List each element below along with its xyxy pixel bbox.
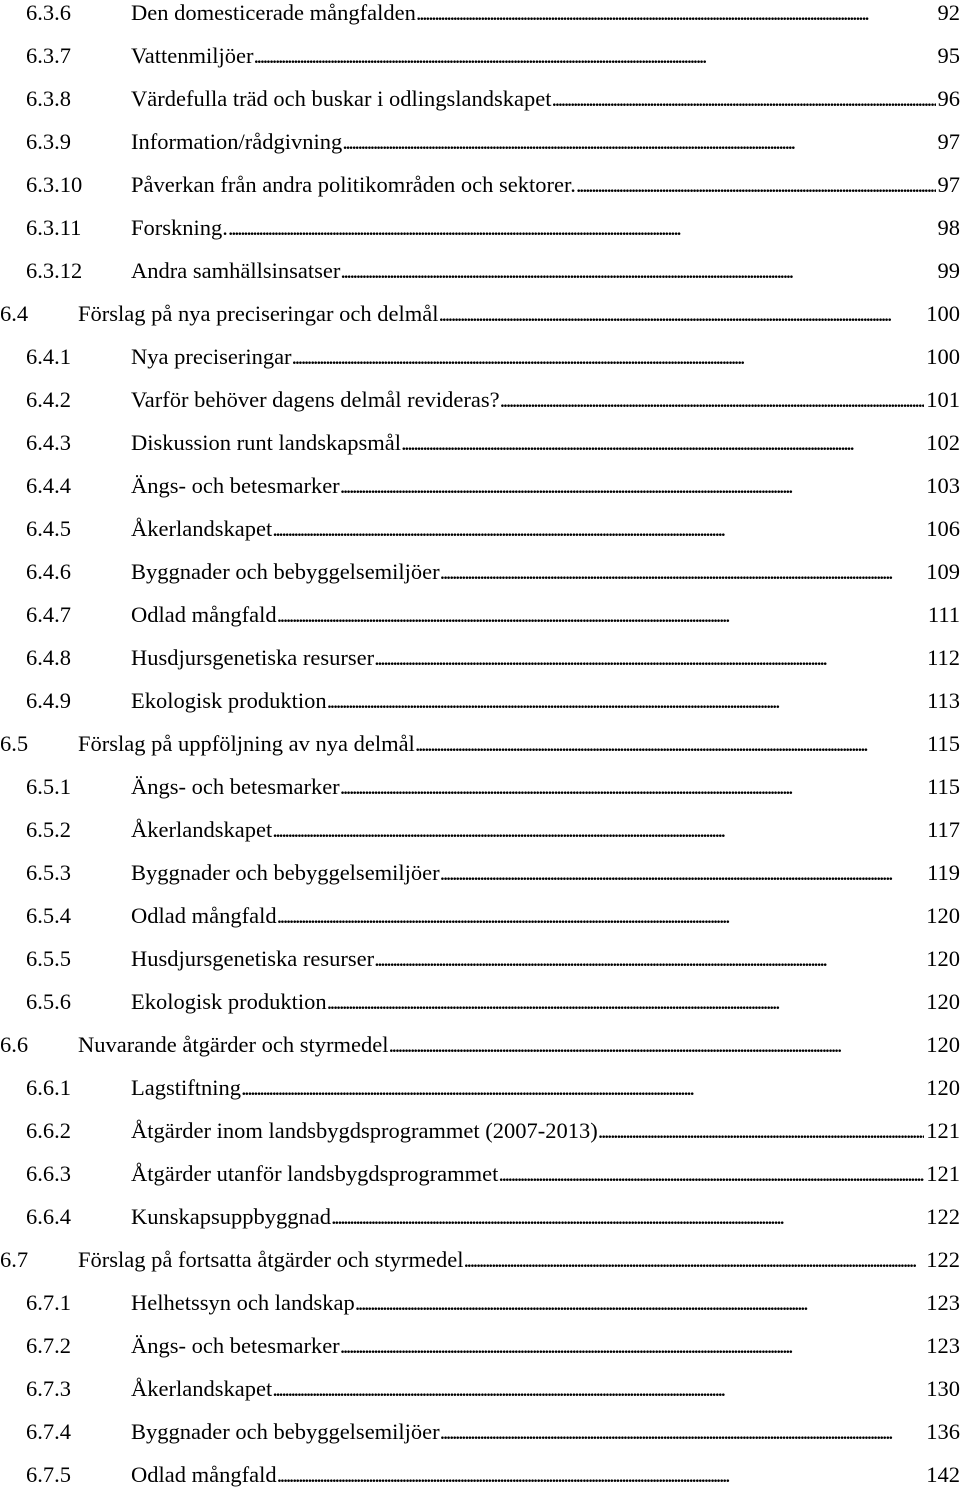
toc-entry-line [131,258,960,284]
toc-entry-number: 6.5 [0,731,28,757]
toc-entry-page-number[interactable]: 122 [924,1247,960,1273]
toc-entry-line [131,1376,960,1402]
toc-entry-number: 6.3.11 [26,215,81,241]
toc-entry-page-number[interactable]: 103 [924,473,960,499]
toc-entry-page-number[interactable]: 120 [924,989,960,1015]
toc-entry-page-number[interactable]: 109 [924,559,960,585]
toc-entry-title[interactable]: Husdjursgenetiska resurser [131,946,374,972]
toc-entry-page-number[interactable]: 101 [924,387,960,413]
toc-entry-number: 6.3.7 [26,43,71,69]
toc-entry-title[interactable]: Odlad mångfald [131,1462,277,1488]
toc-entry-line [131,559,960,585]
toc-entry-line [131,1290,960,1316]
dot-leader [464,1247,925,1273]
toc-entry[interactable] [0,602,960,645]
toc-entry-line [131,215,960,241]
toc-entry-line [131,1204,960,1230]
toc-entry[interactable] [0,387,960,430]
dot-leader [440,860,925,886]
toc-entry-title[interactable]: Byggnader och bebyggelsemiljöer [131,1419,440,1445]
dot-leader [598,1118,924,1144]
toc-entry-line [131,860,960,886]
toc-entry-page-number[interactable]: 98 [936,215,960,241]
toc-entry[interactable] [0,731,960,774]
toc-entry-number: 6.7.3 [26,1376,71,1402]
dot-leader [500,387,925,413]
toc-entry-line [131,602,960,628]
dot-leader [389,1032,925,1058]
toc-entry-page-number[interactable]: 100 [924,301,960,327]
dot-leader [439,301,925,327]
toc-entry[interactable] [0,344,960,387]
toc-entry-page-number[interactable]: 119 [925,860,960,886]
toc-entry-line [131,172,960,198]
toc-entry-title[interactable]: Ekologisk produktion [131,989,327,1015]
dot-leader [498,1161,924,1187]
toc-entry-title[interactable]: Den domesticerade mångfalden [131,0,416,26]
toc-entry[interactable] [0,258,960,301]
toc-entry[interactable] [0,473,960,516]
dot-leader [272,1376,924,1402]
toc-entry-number: 6.3.6 [26,0,71,26]
toc-entry[interactable] [0,946,960,989]
toc-entry-title[interactable]: Odlad mångfald [131,903,277,929]
toc-entry[interactable] [0,172,960,215]
dot-leader [292,344,925,370]
toc-entry-title[interactable]: Varför behöver dagens delmål revideras? [131,387,500,413]
toc-entry-line [131,989,960,1015]
toc-entry[interactable] [0,86,960,129]
toc-entry-page-number[interactable]: 115 [925,731,960,757]
dot-leader [415,731,925,757]
toc-entry[interactable] [0,1247,960,1290]
toc-entry-number: 6.6.2 [26,1118,71,1144]
toc-entry[interactable] [0,860,960,903]
toc-entry-line [131,43,960,69]
toc-entry-page-number[interactable]: 130 [924,1376,960,1402]
dot-leader [374,946,924,972]
toc-entry-title[interactable]: Åkerlandskapet [131,516,272,542]
toc-entry-title[interactable]: Husdjursgenetiska resurser [131,645,374,671]
toc-entry-number: 6.6.3 [26,1161,71,1187]
toc-entry-title[interactable]: Åkerlandskapet [131,817,272,843]
toc-entry-title[interactable]: Åtgärder inom landsbygdsprogrammet (2007-2013) [131,1118,598,1144]
dot-leader [401,430,924,456]
dot-leader [331,1204,924,1230]
dot-leader [340,1333,925,1359]
toc-entry-page-number[interactable]: 120 [924,1032,960,1058]
toc-entry-line [131,430,960,456]
toc-entry-page-number[interactable]: 97 [936,129,960,155]
toc-entry-line [131,86,960,112]
toc-entry-title[interactable]: Diskussion runt landskapsmål [131,430,401,456]
toc-entry-page-number[interactable]: 120 [924,946,960,972]
toc-entry-page-number[interactable]: 117 [925,817,960,843]
toc-entry-number: 6.5.5 [26,946,71,972]
toc-entry-number: 6.3.12 [26,258,82,284]
toc-entry-title[interactable]: Åkerlandskapet [131,1376,272,1402]
toc-entry-page-number[interactable]: 106 [924,516,960,542]
toc-entry[interactable] [0,1161,960,1204]
toc-entry-line [131,1333,960,1359]
toc-entry-title[interactable]: Förslag på uppföljning av nya delmål [78,731,415,757]
dot-leader [327,989,925,1015]
toc-entry[interactable] [0,817,960,860]
toc-entry-title[interactable]: Vattenmiljöer [131,43,253,69]
toc-entry-number: 6.5.4 [26,903,71,929]
toc-entry[interactable] [0,1376,960,1419]
toc-entry-line [131,0,960,26]
dot-leader [552,86,936,112]
toc-entry-number: 6.4.8 [26,645,71,671]
toc-entry-page-number[interactable]: 123 [924,1333,960,1359]
toc-entry-number: 6.4.3 [26,430,71,456]
toc-entry-page-number[interactable]: 121 [924,1161,960,1187]
toc-entry[interactable] [0,1333,960,1376]
toc-entry-page-number[interactable]: 97 [936,172,960,198]
toc-entry-line [131,1161,960,1187]
toc-entry-line [131,946,960,972]
dot-leader [272,817,925,843]
toc-entry-number: 6.4.4 [26,473,71,499]
toc-entry-number: 6.5.1 [26,774,71,800]
toc-entry-line [131,1462,960,1488]
toc-entry-number: 6.4.1 [26,344,71,370]
toc-entry-number: 6.7 [0,1247,28,1273]
toc-entry-number: 6.4.6 [26,559,71,585]
toc-entry-line [78,301,960,327]
toc-entry-number: 6.7.5 [26,1462,71,1488]
toc-entry-line [131,129,960,155]
toc-entry[interactable] [0,1462,960,1505]
toc-entry[interactable] [0,1290,960,1333]
dot-leader [440,559,925,585]
toc-entry-page-number[interactable]: 136 [924,1419,960,1445]
dot-leader [416,0,936,26]
toc-entry[interactable] [0,1075,960,1118]
toc-entry-number: 6.7.2 [26,1333,71,1359]
toc-entry-page-number[interactable]: 113 [925,688,960,714]
toc-entry-page-number[interactable]: 96 [936,86,960,112]
toc-entry-page-number[interactable]: 100 [924,344,960,370]
toc-entry-page-number[interactable]: 99 [936,258,960,284]
toc-entry-title[interactable]: Information/rådgivning [131,129,342,155]
dot-leader [576,172,936,198]
dot-leader [327,688,925,714]
toc-entry-number: 6.7.1 [26,1290,71,1316]
toc-entry-page-number[interactable]: 122 [924,1204,960,1230]
toc-entry-line [131,817,960,843]
toc-entry-number: 6.4.9 [26,688,71,714]
toc-entry-page-number[interactable]: 111 [926,602,960,628]
toc-entry-title[interactable]: Byggnader och bebyggelsemiljöer [131,860,440,886]
dot-leader [340,258,935,284]
toc-entry-number: 6.3.10 [26,172,82,198]
toc-entry-page-number[interactable]: 120 [924,903,960,929]
toc-entry-line [78,1032,960,1058]
toc-entry-title[interactable]: Förslag på nya preciseringar och delmål [78,301,439,327]
toc-entry-page-number[interactable]: 115 [925,774,960,800]
toc-entry[interactable] [0,903,960,946]
toc-entry-line [131,387,960,413]
toc-entry[interactable] [0,301,960,344]
toc-entry-title[interactable]: Kunskapsuppbyggnad [131,1204,331,1230]
toc-entry-number: 6.5.2 [26,817,71,843]
toc-entry-line [131,645,960,671]
toc-entry[interactable] [0,1419,960,1462]
toc-entry-title[interactable]: Ängs- och betesmarker [131,473,340,499]
dot-leader [342,129,935,155]
toc-entry-title[interactable]: Ängs- och betesmarker [131,1333,340,1359]
toc-entry-title[interactable]: Förslag på fortsatta åtgärder och styrmedel [78,1247,464,1273]
toc-entry-line [131,344,960,370]
toc-entry-number: 6.6 [0,1032,28,1058]
toc-entry[interactable] [0,215,960,258]
toc-entry-number: 6.4.2 [26,387,71,413]
toc-entry-title[interactable]: Odlad mångfald [131,602,277,628]
toc-entry-title[interactable]: Nuvarande åtgärder och styrmedel [78,1032,389,1058]
toc-entry-line [78,1247,960,1273]
dot-leader [340,473,925,499]
toc-entry[interactable] [0,559,960,602]
dot-leader [277,903,925,929]
toc-entry-page-number[interactable]: 112 [925,645,960,671]
toc-entry-line [131,688,960,714]
toc-entry-title[interactable]: Forskning. [131,215,228,241]
toc-entry-title[interactable]: Påverkan från andra politikområden och sektorer. [131,172,576,198]
toc-entry-page-number[interactable]: 95 [936,43,960,69]
dot-leader [228,215,936,241]
toc-entry[interactable] [0,688,960,731]
dot-leader [340,774,925,800]
toc-entry-number: 6.6.4 [26,1204,71,1230]
toc-entry[interactable] [0,645,960,688]
toc-entry[interactable] [0,129,960,172]
toc-entry-line [131,774,960,800]
toc-entry[interactable] [0,989,960,1032]
dot-leader [440,1419,925,1445]
dot-leader [374,645,925,671]
dot-leader [277,602,926,628]
toc-entry-number: 6.3.8 [26,86,71,112]
toc-entry[interactable] [0,1204,960,1247]
toc-entry[interactable] [0,516,960,559]
toc-entry-title[interactable]: Ängs- och betesmarker [131,774,340,800]
dot-leader [253,43,935,69]
toc-entry-title[interactable]: Värdefulla träd och buskar i odlingslandskapet [131,86,552,112]
toc-entry[interactable] [0,43,960,86]
toc-entry-line [131,1118,960,1144]
toc-entry-number: 6.3.9 [26,129,71,155]
toc-entry-title[interactable]: Åtgärder utanför landsbygdsprogrammet [131,1161,498,1187]
toc-entry-title[interactable]: Helhetssyn och landskap [131,1290,355,1316]
toc-entry-title[interactable]: Byggnader och bebyggelsemiljöer [131,559,440,585]
toc-entry-number: 6.7.4 [26,1419,71,1445]
toc-entry-number: 6.4 [0,301,28,327]
toc-entry-title[interactable]: Lagstiftning [131,1075,241,1101]
dot-leader [277,1462,925,1488]
toc-entry-title[interactable]: Nya preciseringar [131,344,292,370]
toc-entry-number: 6.4.5 [26,516,71,542]
dot-leader [241,1075,924,1101]
dot-leader [355,1290,925,1316]
toc-entry-number: 6.5.3 [26,860,71,886]
toc-entry[interactable] [0,774,960,817]
toc-entry-page-number[interactable]: 121 [924,1118,960,1144]
toc-entry-number: 6.4.7 [26,602,71,628]
toc-entry-line [131,473,960,499]
toc-entry-line [78,731,960,757]
toc-entry[interactable] [0,1032,960,1075]
toc-entry-number: 6.6.1 [26,1075,71,1101]
toc-entry[interactable] [0,0,960,43]
toc-entry-line [131,1075,960,1101]
toc-entry-title[interactable]: Ekologisk produktion [131,688,327,714]
toc-entry[interactable] [0,430,960,473]
toc-entry-line [131,516,960,542]
toc-entry[interactable] [0,1118,960,1161]
toc-entry-number: 6.5.6 [26,989,71,1015]
toc-entry-page-number[interactable]: 92 [936,0,960,26]
toc-entry-line [131,1419,960,1445]
toc-entry-page-number[interactable]: 120 [924,1075,960,1101]
toc-entry-page-number[interactable]: 123 [924,1290,960,1316]
dot-leader [272,516,924,542]
toc-entry-page-number[interactable]: 142 [924,1462,960,1488]
toc-entry-line [131,903,960,929]
toc-entry-page-number[interactable]: 102 [924,430,960,456]
toc-entry-title[interactable]: Andra samhällsinsatser [131,258,340,284]
